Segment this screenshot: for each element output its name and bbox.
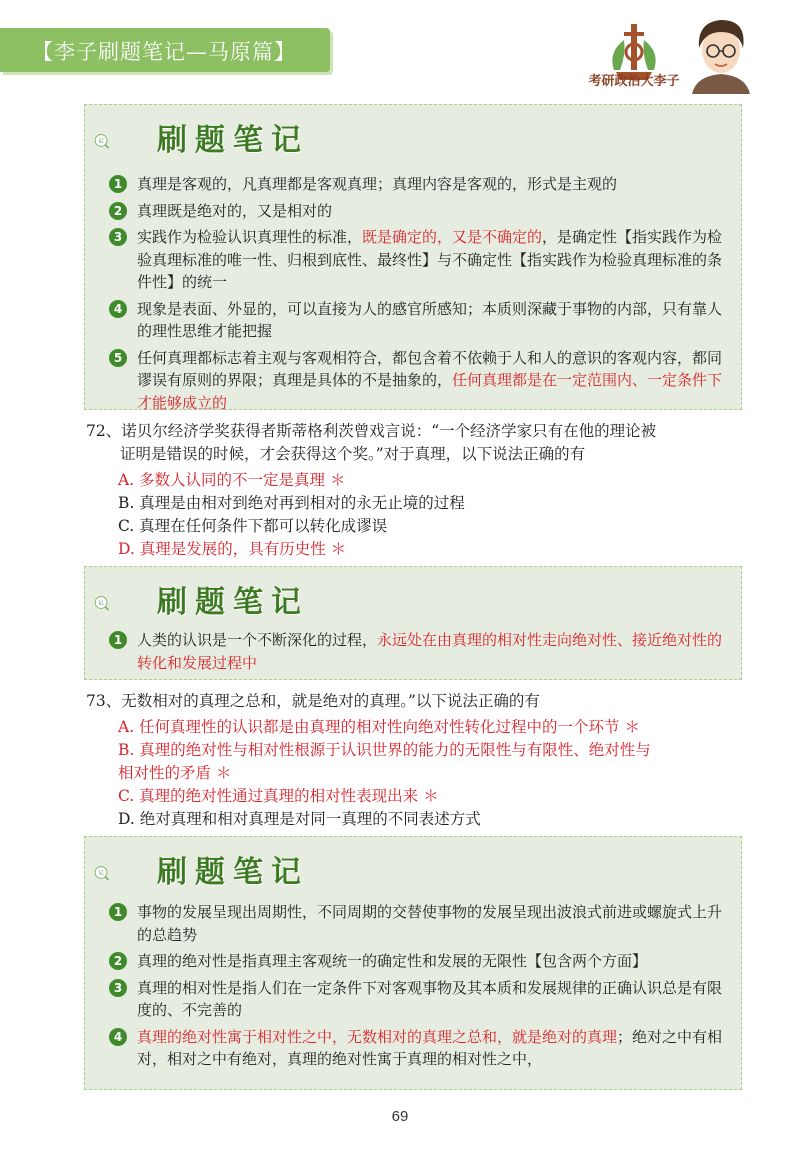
option-text: D. 绝对真理和相对真理是对同一真理的不同表述方式 — [118, 810, 481, 828]
number-badge: 3 — [109, 228, 127, 246]
magnifier-note-icon — [93, 113, 163, 169]
option-c — [86, 785, 746, 808]
note-item — [109, 200, 729, 223]
option-b-cont — [86, 762, 746, 785]
note-item — [109, 1026, 729, 1071]
note-text: 真理既是绝对的，又是相对的 — [137, 201, 333, 220]
star-icon: ＊ — [624, 718, 641, 736]
option-text: B. 真理是由相对到绝对再到相对的永无止境的过程 — [118, 494, 465, 512]
number-badge: 3 — [109, 979, 127, 997]
note-title: 刷题笔记 — [157, 123, 309, 158]
page-number: 69 — [391, 1108, 409, 1125]
number-badge: 4 — [109, 1028, 127, 1046]
option-text: C. 真理的绝对性通过真理的相对性表现出来 — [118, 787, 419, 805]
question-stem: 73、无数相对的真理之总和，就是绝对的真理。”以下说法正确的有 — [86, 692, 540, 710]
note-item — [109, 226, 729, 294]
note-item — [109, 347, 729, 415]
note-box-3 — [84, 836, 742, 1090]
note-text: 实践作为检验认识真理性的标准， — [137, 228, 363, 246]
svg-text:记: 记 — [98, 870, 104, 877]
number-badge: 5 — [109, 349, 127, 367]
note-title: 刷题笔记 — [157, 855, 309, 890]
note-text: 任何真理都标志着主观与客观相符合，都包含着不依赖于人和人的意识的客观内容，都同谬误有原则的界限；真理是具体的不是抽象的， — [137, 348, 723, 389]
star-icon: ＊ — [423, 787, 439, 805]
option-text: A. 任何真理性的认识都是由真理的相对性向绝对性转化过程中的一个环节 — [118, 718, 620, 736]
number-badge: 1 — [109, 631, 127, 649]
note-list — [109, 173, 729, 418]
option-c — [86, 515, 746, 538]
avatar — [686, 14, 756, 94]
option-text: C. 真理在任何条件下都可以转化成谬误 — [118, 517, 388, 535]
note-list — [109, 629, 729, 678]
note-item — [109, 173, 729, 196]
number-badge: 2 — [109, 952, 127, 970]
header-banner — [0, 28, 330, 72]
note-text: 真理的相对性是指人们在一定条件下对客观事物及其本质和发展规律的正确认识总是有限度的、不完善的 — [137, 978, 723, 1019]
note-item — [109, 950, 729, 973]
number-badge: 1 — [109, 175, 127, 193]
star-icon: ＊ — [215, 764, 232, 782]
number-badge: 1 — [109, 903, 127, 921]
note-text: 事物的发展呈现出周期性，不同周期的交替使事物的发展呈现出波浪式前进或螺旋式上升的总趋势 — [137, 903, 723, 944]
svg-text:记: 记 — [98, 138, 104, 145]
note-text: ，是确定性【指实践作为检验真理标准的唯一性、归根到底性、最终性】与不确定性【指实践作为检验真理标准的条件性】的统一 — [137, 228, 723, 291]
option-text: B. 真理的绝对性与相对性根源于认识世界的能力的无限性与有限性、绝对性与 — [118, 741, 651, 759]
note-highlight: 真理的绝对性寓于相对性之中，无数相对的真理之总和，就是绝对的真理 — [137, 1027, 618, 1046]
note-text: 真理的绝对性是指真理主客观统一的确定性和发展的无限性【包含两个方面】 — [137, 952, 648, 970]
number-badge: 4 — [109, 300, 127, 318]
option-a — [86, 469, 746, 492]
question-stem-cont: 证明是错误的时候，才会获得这个奖。”对于真理，以下说法正确的有 — [120, 445, 586, 463]
option-b — [86, 492, 746, 515]
svg-text:记: 记 — [98, 600, 104, 607]
note-box-1 — [84, 104, 742, 410]
note-text: 现象是表面、外显的，可以直接为人的感官所感知；本质则深藏于事物的内部，只有靠人的理性思维才能把握 — [137, 299, 723, 340]
note-box-2 — [84, 566, 742, 680]
option-text: 相对性的矛盾 — [118, 764, 212, 782]
note-highlight: 既是确定的，又是不确定的 — [362, 228, 543, 246]
note-text: 人类的认识是一个不断深化的过程， — [137, 631, 378, 649]
option-text: D. 真理是发展的，具有历史性 — [118, 540, 326, 558]
note-text: 真理是客观的，凡真理都是客观真理；真理内容是客观的，形式是主观的 — [137, 175, 618, 193]
magnifier-note-icon — [93, 575, 163, 631]
note-highlight: 永远处在由真理的相对性走向绝对性、接近绝对性的转化和发展过程中 — [137, 631, 723, 672]
question-73 — [86, 690, 746, 831]
star-icon: ＊ — [330, 471, 346, 489]
number-badge: 2 — [109, 202, 127, 220]
note-title: 刷题笔记 — [157, 585, 309, 620]
question-stem: 72、诺贝尔经济学奖获得者斯蒂格利茨曾戏言说：“一个经济学家只有在他的理论被 — [86, 422, 657, 440]
note-highlight: 任何真理都是在一定范围内、一定条件下才能够成立的 — [137, 371, 723, 412]
note-item — [109, 629, 729, 674]
note-item — [109, 901, 729, 946]
star-icon: ＊ — [330, 540, 347, 558]
note-item — [109, 298, 729, 343]
magnifier-note-icon — [93, 845, 163, 901]
note-text: ；绝对之中有相对，相对之中有绝对，真理的绝对性寓于真理的相对性之中， — [137, 1027, 723, 1068]
option-d — [86, 538, 746, 561]
question-72 — [86, 420, 746, 561]
option-b — [86, 739, 746, 762]
option-d — [86, 808, 746, 831]
header-banner-text: 【李子刷题笔记—马原篇】 — [32, 40, 296, 64]
note-list — [109, 901, 729, 1075]
option-a — [86, 716, 746, 739]
note-item — [109, 977, 729, 1022]
option-text: A. 多数人认同的不一定是真理 — [118, 471, 326, 489]
brand-text: 考研政治大李子 — [588, 74, 680, 89]
